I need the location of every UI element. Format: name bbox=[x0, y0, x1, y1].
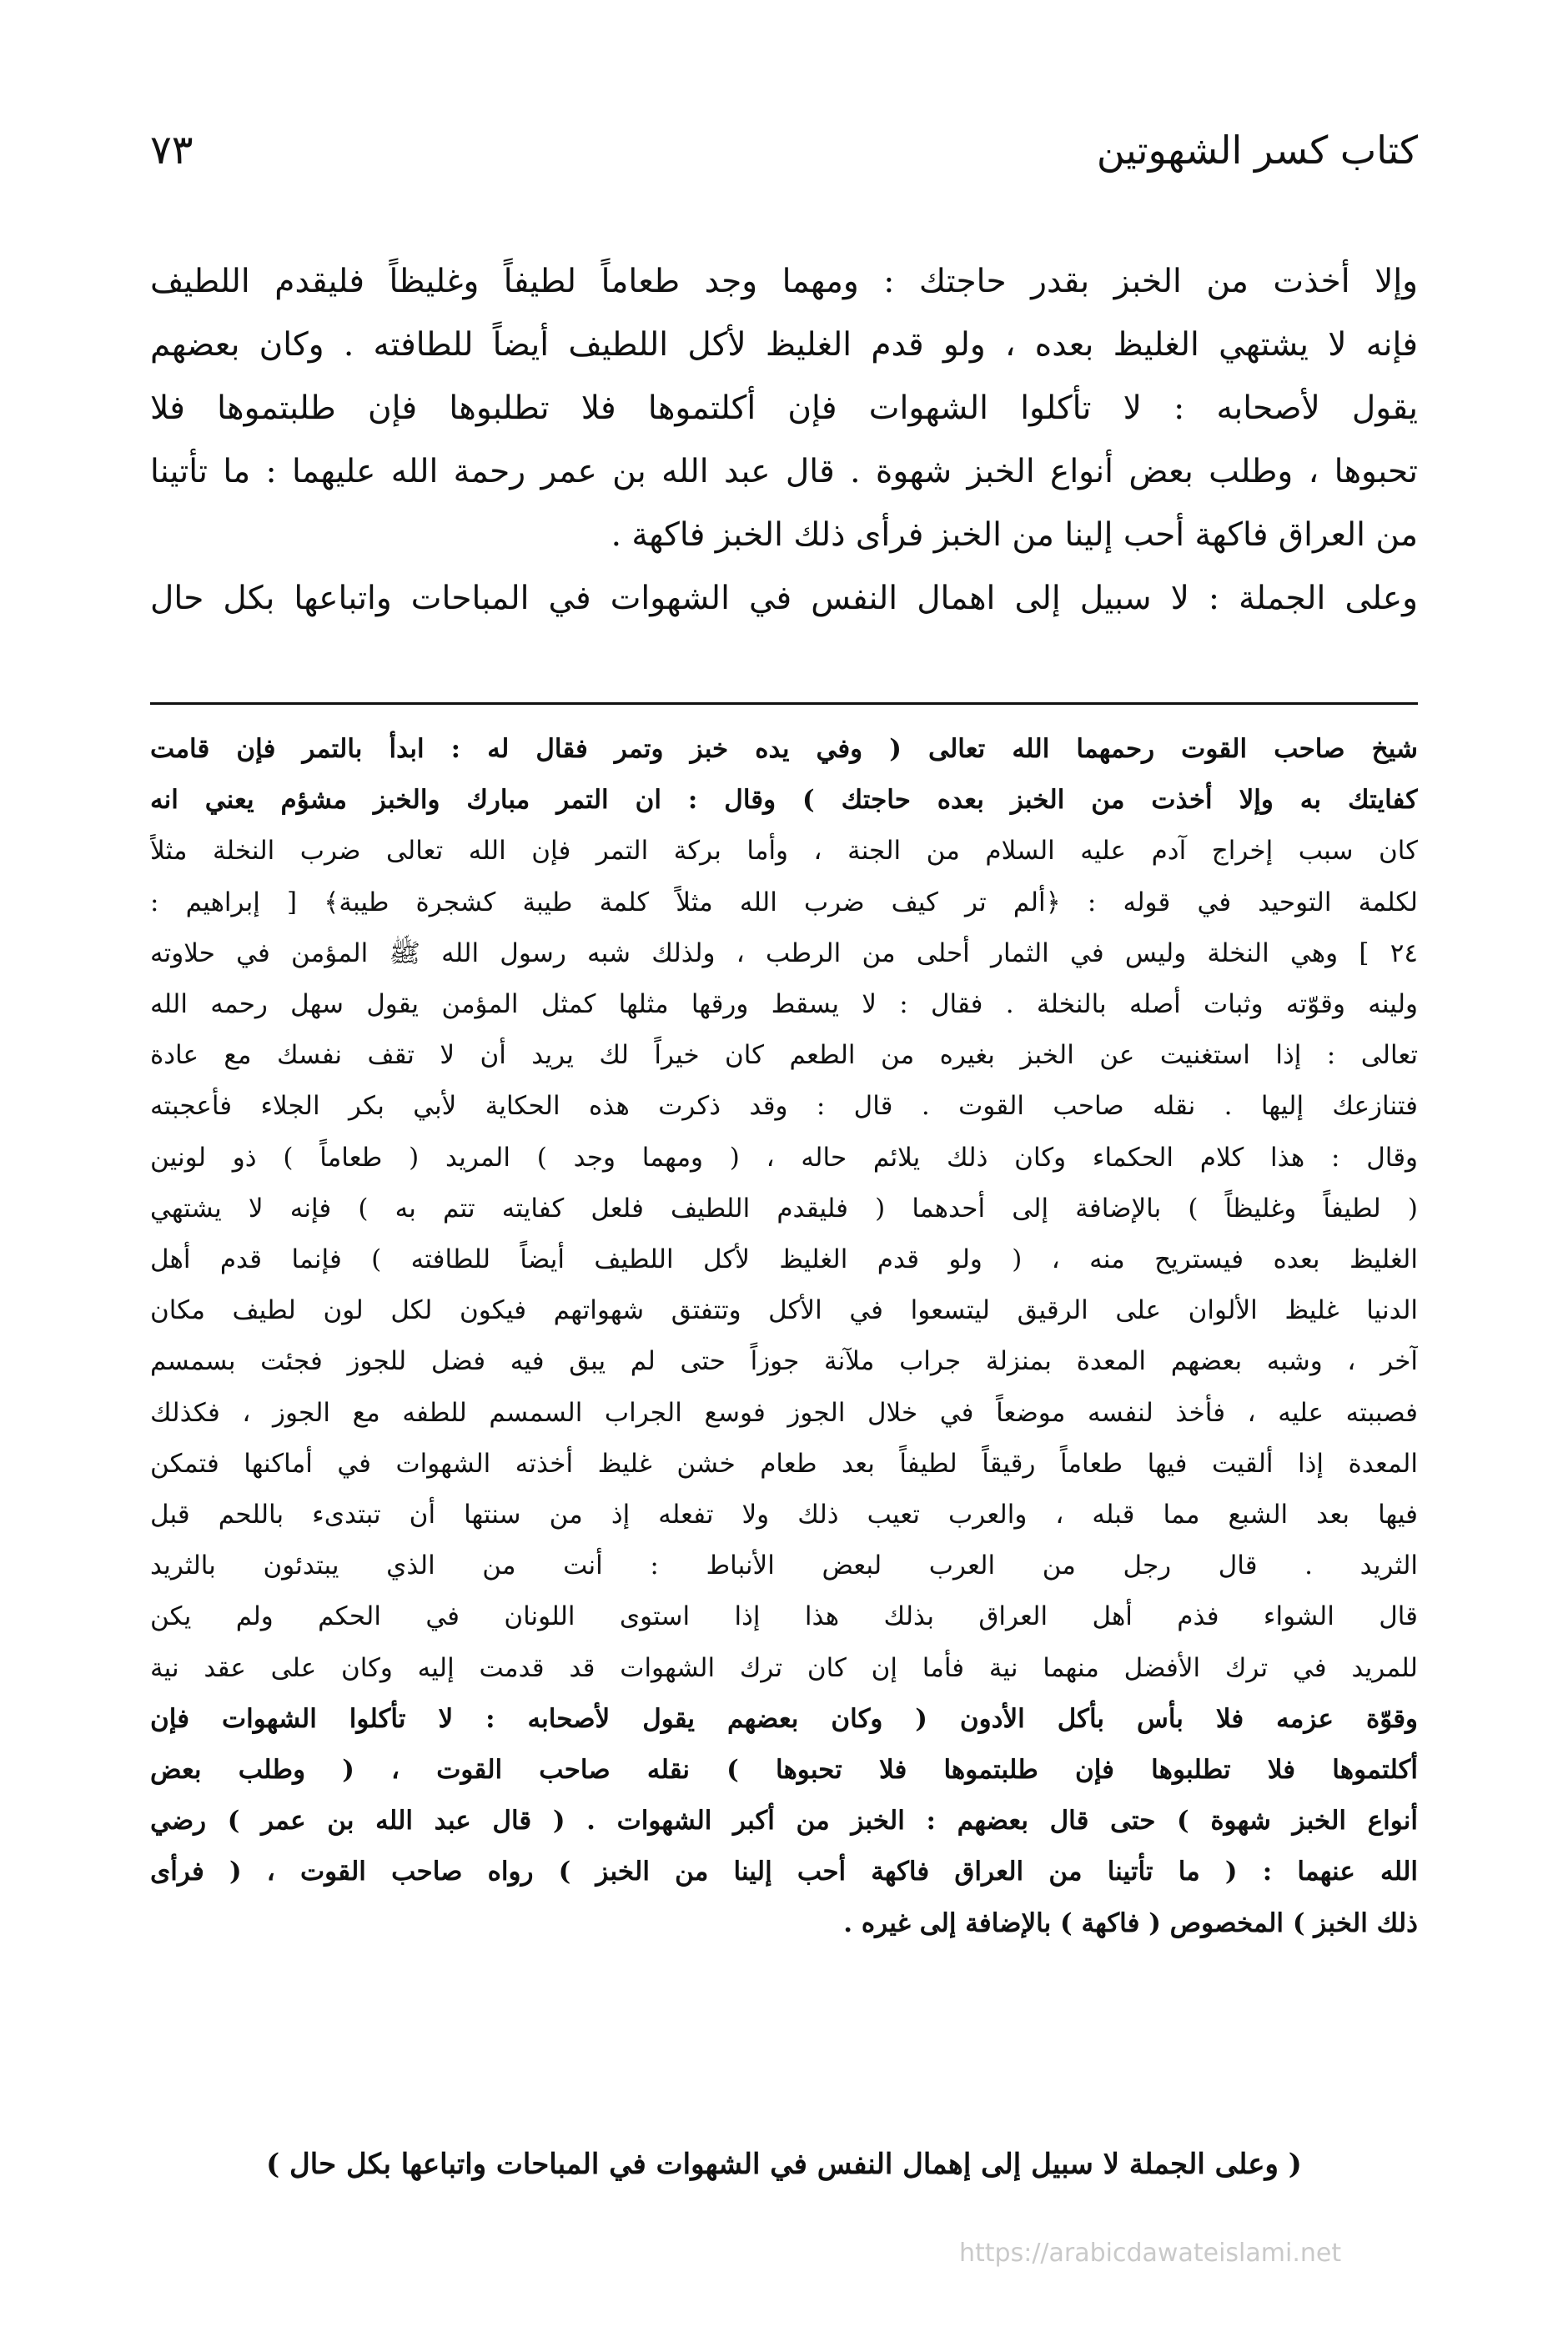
watermark-url: https://arabicdawateislami.net bbox=[959, 2239, 1342, 2268]
separator-rule bbox=[150, 702, 1418, 705]
commentary-line: للمريد في ترك الأفضل منهما نية فأما إن كان ترك الشهوات قد قدمت إليه وكان على عقد نية bbox=[150, 1652, 1418, 1683]
commentary-line: ولينه وقوّته وثبات أصله بالنخلة . فقال : لا يسقط ورقها مثلها كمثل المؤمن يقول سهل رحمه الله bbox=[150, 989, 1418, 1020]
main-line: وإلا أخذت من الخبز بقدر حاجتك : ومهما وجد طعاماً لطيفاً وغليظاً فليقدم اللطيف bbox=[150, 263, 1418, 300]
book-title: كتاب كسر الشهوتين bbox=[1096, 128, 1418, 173]
commentary-line: الله عنهما : ( ما تأتينا من العراق فاكهة أحب إلينا من الخبز ) رواه صاحب القوت ، ( فرأى bbox=[150, 1857, 1418, 1887]
commentary-line: ٢٤ ] وهي النخلة وليس في الثمار أحلى من الرطب ، ولذلك شبه رسول الله ﷺ المؤمن في حلاوته bbox=[150, 937, 1418, 968]
main-line: تحبوها ، وطلب بعض أنواع الخبز شهوة . قال عبد الله بن عمر رحمة الله عليهما : ما تأتينا bbox=[150, 453, 1418, 490]
main-text bbox=[150, 250, 1418, 631]
page-number: ٧٣ bbox=[150, 127, 193, 173]
commentary-line: تعالى : إذا استغنيت عن الخبز بغيره من الطعم كان خيراً لك يريد أن لا تقف نفسك مع عادة bbox=[150, 1040, 1418, 1071]
commentary-line: قال الشواء فذم أهل العراق بذلك هذا إذا استوى اللونان في الحكم ولم يكن bbox=[150, 1601, 1418, 1632]
commentary-line: كان سبب إخراج آدم عليه السلام من الجنة ، وأما بركة التمر فإن الله تعالى ضرب النخلة مثلاً bbox=[150, 836, 1418, 867]
commentary-line: أنواع الخبز شهوة ) حتى قال بعضهم : الخبز من أكبر الشهوات . ( قال عبد الله بن عمر ) رضي bbox=[150, 1806, 1418, 1837]
next-section-heading: ( وعلى الجملة لا سبيل إلى إهمال النفس في الشهوات في المباحات واتباعها بكل حال ) bbox=[266, 2148, 1302, 2181]
commentary-line: وقوّة عزمه فلا بأس بأكل الأدون ( وكان بعضهم يقول لأصحابه : لا تأكلوا الشهوات فإن bbox=[150, 1703, 1418, 1734]
commentary-line: شيخ صاحب القوت رحمهما الله تعالى ( وفي يده خبز وتمر فقال له : ابدأ بالتمر فإن قامت bbox=[150, 734, 1418, 764]
main-line: يقول لأصحابه : لا تأكلوا الشهوات فإن أكلتموها فلا تطلبوها فإن طلبتموها فلا bbox=[150, 390, 1418, 427]
main-line: فإنه لا يشتهي الغليظ بعده ، ولو قدم الغليظ لأكل اللطيف أيضاً للطافته . وكان بعضهم bbox=[150, 326, 1418, 364]
commentary-line: الدنيا غليظ الألوان على الرقيق ليتسعوا في الأكل وتتفتق شهواتهم فيكون لكل لون لطيف مكان bbox=[150, 1295, 1418, 1326]
commentary-line: الغليظ بعده فيستريح منه ، ( ولو قدم الغليظ لأكل اللطيف أيضاً للطافته ) فإنما قدم أهل bbox=[150, 1244, 1418, 1275]
commentary-text bbox=[150, 724, 1418, 1949]
commentary-line: أكلتموها فلا تطلبوها فإن طلبتموها فلا تحبوها ) نقله صاحب القوت ، ( وطلب بعض bbox=[150, 1755, 1418, 1786]
commentary-line: ذلك الخبز ) المخصوص ( فاكهة ) بالإضافة إلى غيره . bbox=[843, 1907, 1418, 1938]
commentary-line: فيها بعد الشبع مما قبله ، والعرب تعيب ذلك ولا تفعله إذ من سنتها أن تبتدىء باللحم قبل bbox=[150, 1500, 1418, 1530]
commentary-line: لكلمة التوحيد في قوله : ﴿ألم تر كيف ضرب الله مثلاً كلمة طيبة كشجرة طيبة﴾ [ إبراهيم : bbox=[150, 887, 1418, 917]
running-header bbox=[150, 125, 1418, 192]
commentary-line: المعدة إذا ألقيت فيها طعاماً رقيقاً لطيفاً بعد طعام خشن غليظ أخذته الشهوات في أماكنها فتمكن bbox=[150, 1448, 1418, 1479]
commentary-line: وقال : هذا كلام الحكماء وكان ذلك يلائم حاله ، ( ومهما وجد ) المريد ( طعاماً ) ذو لونين bbox=[150, 1142, 1418, 1173]
commentary-line: آخر ، وشبه بعضهم المعدة بمنزلة جراب ملآنة جوزاً حتى لم يبق فيه فضل للجوز فجئت بسمسم bbox=[150, 1346, 1418, 1377]
main-line: وعلى الجملة : لا سبيل إلى اهمال النفس في الشهوات في المباحات واتباعها بكل حال bbox=[150, 580, 1418, 617]
commentary-line: ( لطيفاً وغليظاً ) بالإضافة إلى أحدهما ( فليقدم اللطيف فلعل كفايته تتم به ) فإنه لا يشتهي bbox=[150, 1193, 1418, 1224]
commentary-line: فتنازعك إليها . نقله صاحب القوت . قال : وقد ذكرت هذه الحكاية لأبي بكر الجلاء فأعجبته bbox=[150, 1091, 1418, 1122]
commentary-line: فصببته عليه ، فأخذ لنفسه موضعاً في خلال الجوز فوسع الجراب السمسم للطفه مع الجوز ، فكذلك bbox=[150, 1397, 1418, 1428]
commentary-line: الثريد . قال رجل من العرب لبعض الأنباط : أنت من الذي يبتدئون بالثريد bbox=[150, 1550, 1418, 1581]
commentary-line: كفايتك به وإلا أخذت من الخبز بعده حاجتك ) وقال : ان التمر مبارك والخبز مشؤم يعني انه bbox=[150, 785, 1418, 816]
main-line: من العراق فاكهة أحب إلينا من الخبز فرأى ذلك الخبز فاكهة . bbox=[611, 516, 1418, 554]
